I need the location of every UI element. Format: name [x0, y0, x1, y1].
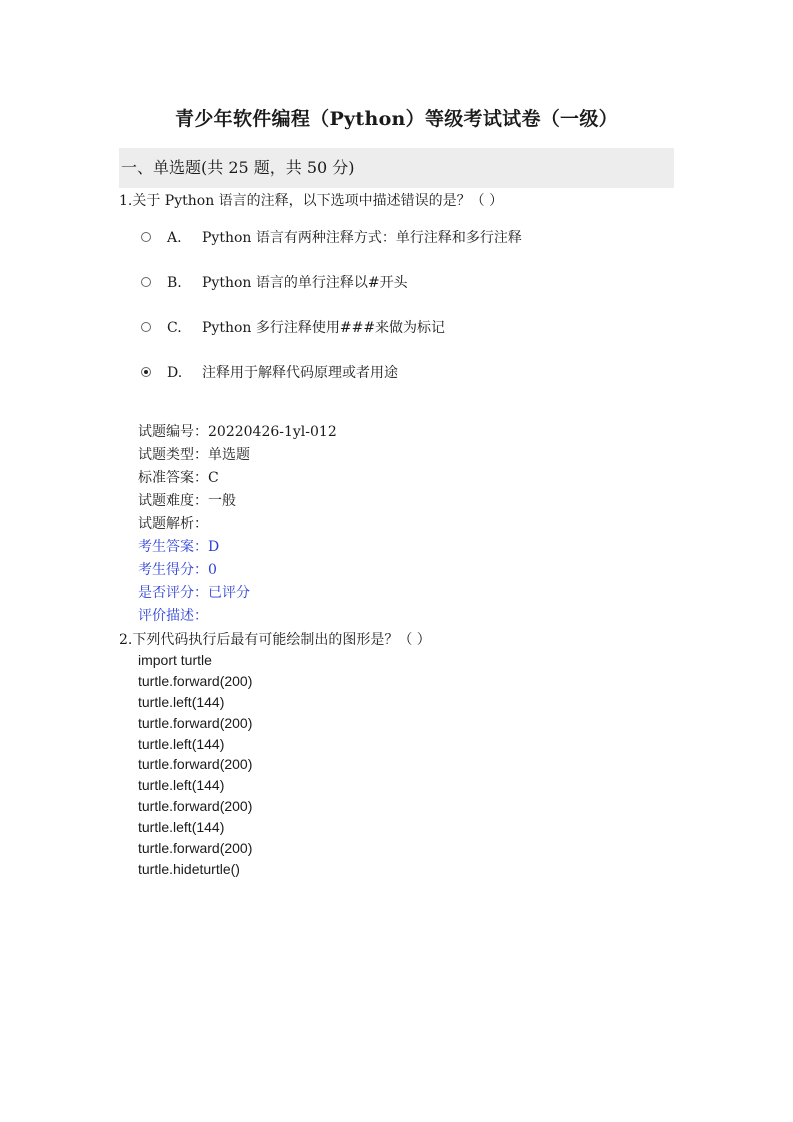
student-score: 考生得分：0: [138, 562, 217, 578]
question-difficulty: 试题难度：一般: [138, 493, 236, 509]
code-line: import turtle: [138, 652, 212, 668]
code-block: [138, 651, 252, 881]
code-line: turtle.left(144): [138, 819, 225, 836]
standard-answer: 标准答案：C: [138, 470, 219, 486]
option-letter: D.: [167, 365, 183, 381]
option-text: Python 语言的单行注释以#开头: [202, 275, 408, 291]
code-line: turtle.forward(200): [138, 798, 253, 815]
code-line: turtle.left(144): [138, 693, 225, 710]
code-line: turtle.forward(200): [138, 840, 253, 857]
radio-button-a[interactable]: [141, 232, 151, 242]
option-text: 注释用于解释代码原理或者用途: [202, 365, 398, 381]
option-letter: A.: [167, 230, 182, 246]
radio-button-d-selected[interactable]: [141, 367, 151, 377]
option-letter: C.: [167, 320, 182, 336]
question-id: 试题编号：20220426-1yl-012: [138, 424, 337, 440]
graded-status: 是否评分：已评分: [138, 585, 250, 601]
code-line: turtle.forward(200): [138, 714, 253, 731]
section-header: 一、单选题(共 25 题，共 50 分): [119, 148, 674, 188]
question-2-title: 2.下列代码执行后最有可能绘制出的图形是？（ ）: [119, 632, 431, 648]
code-line: turtle.forward(200): [138, 756, 253, 773]
code-line: turtle.left(144): [138, 777, 225, 794]
question-1-meta: [138, 423, 337, 630]
code-line: turtle.left(144): [138, 735, 225, 752]
question-analysis: 试题解析：: [138, 516, 208, 532]
question-type: 试题类型：单选题: [138, 447, 250, 463]
code-line: turtle.forward(200): [138, 672, 253, 689]
option-letter: B.: [167, 275, 182, 291]
option-text: Python 多行注释使用###来做为标记: [202, 320, 446, 336]
radio-button-b[interactable]: [141, 277, 151, 287]
student-answer: 考生答案：D: [138, 539, 220, 555]
evaluation-comment: 评价描述：: [138, 608, 208, 624]
option-text: Python 语言有两种注释方式：单行注释和多行注释: [202, 230, 522, 246]
question-1-title: 1.关于 Python 语言的注释，以下选项中描述错误的是？（ ）: [119, 193, 504, 209]
exam-title: 青少年软件编程（Python）等级考试试卷（一级）: [175, 108, 618, 130]
radio-button-c[interactable]: [141, 322, 151, 332]
code-line: turtle.hideturtle(): [138, 860, 240, 877]
